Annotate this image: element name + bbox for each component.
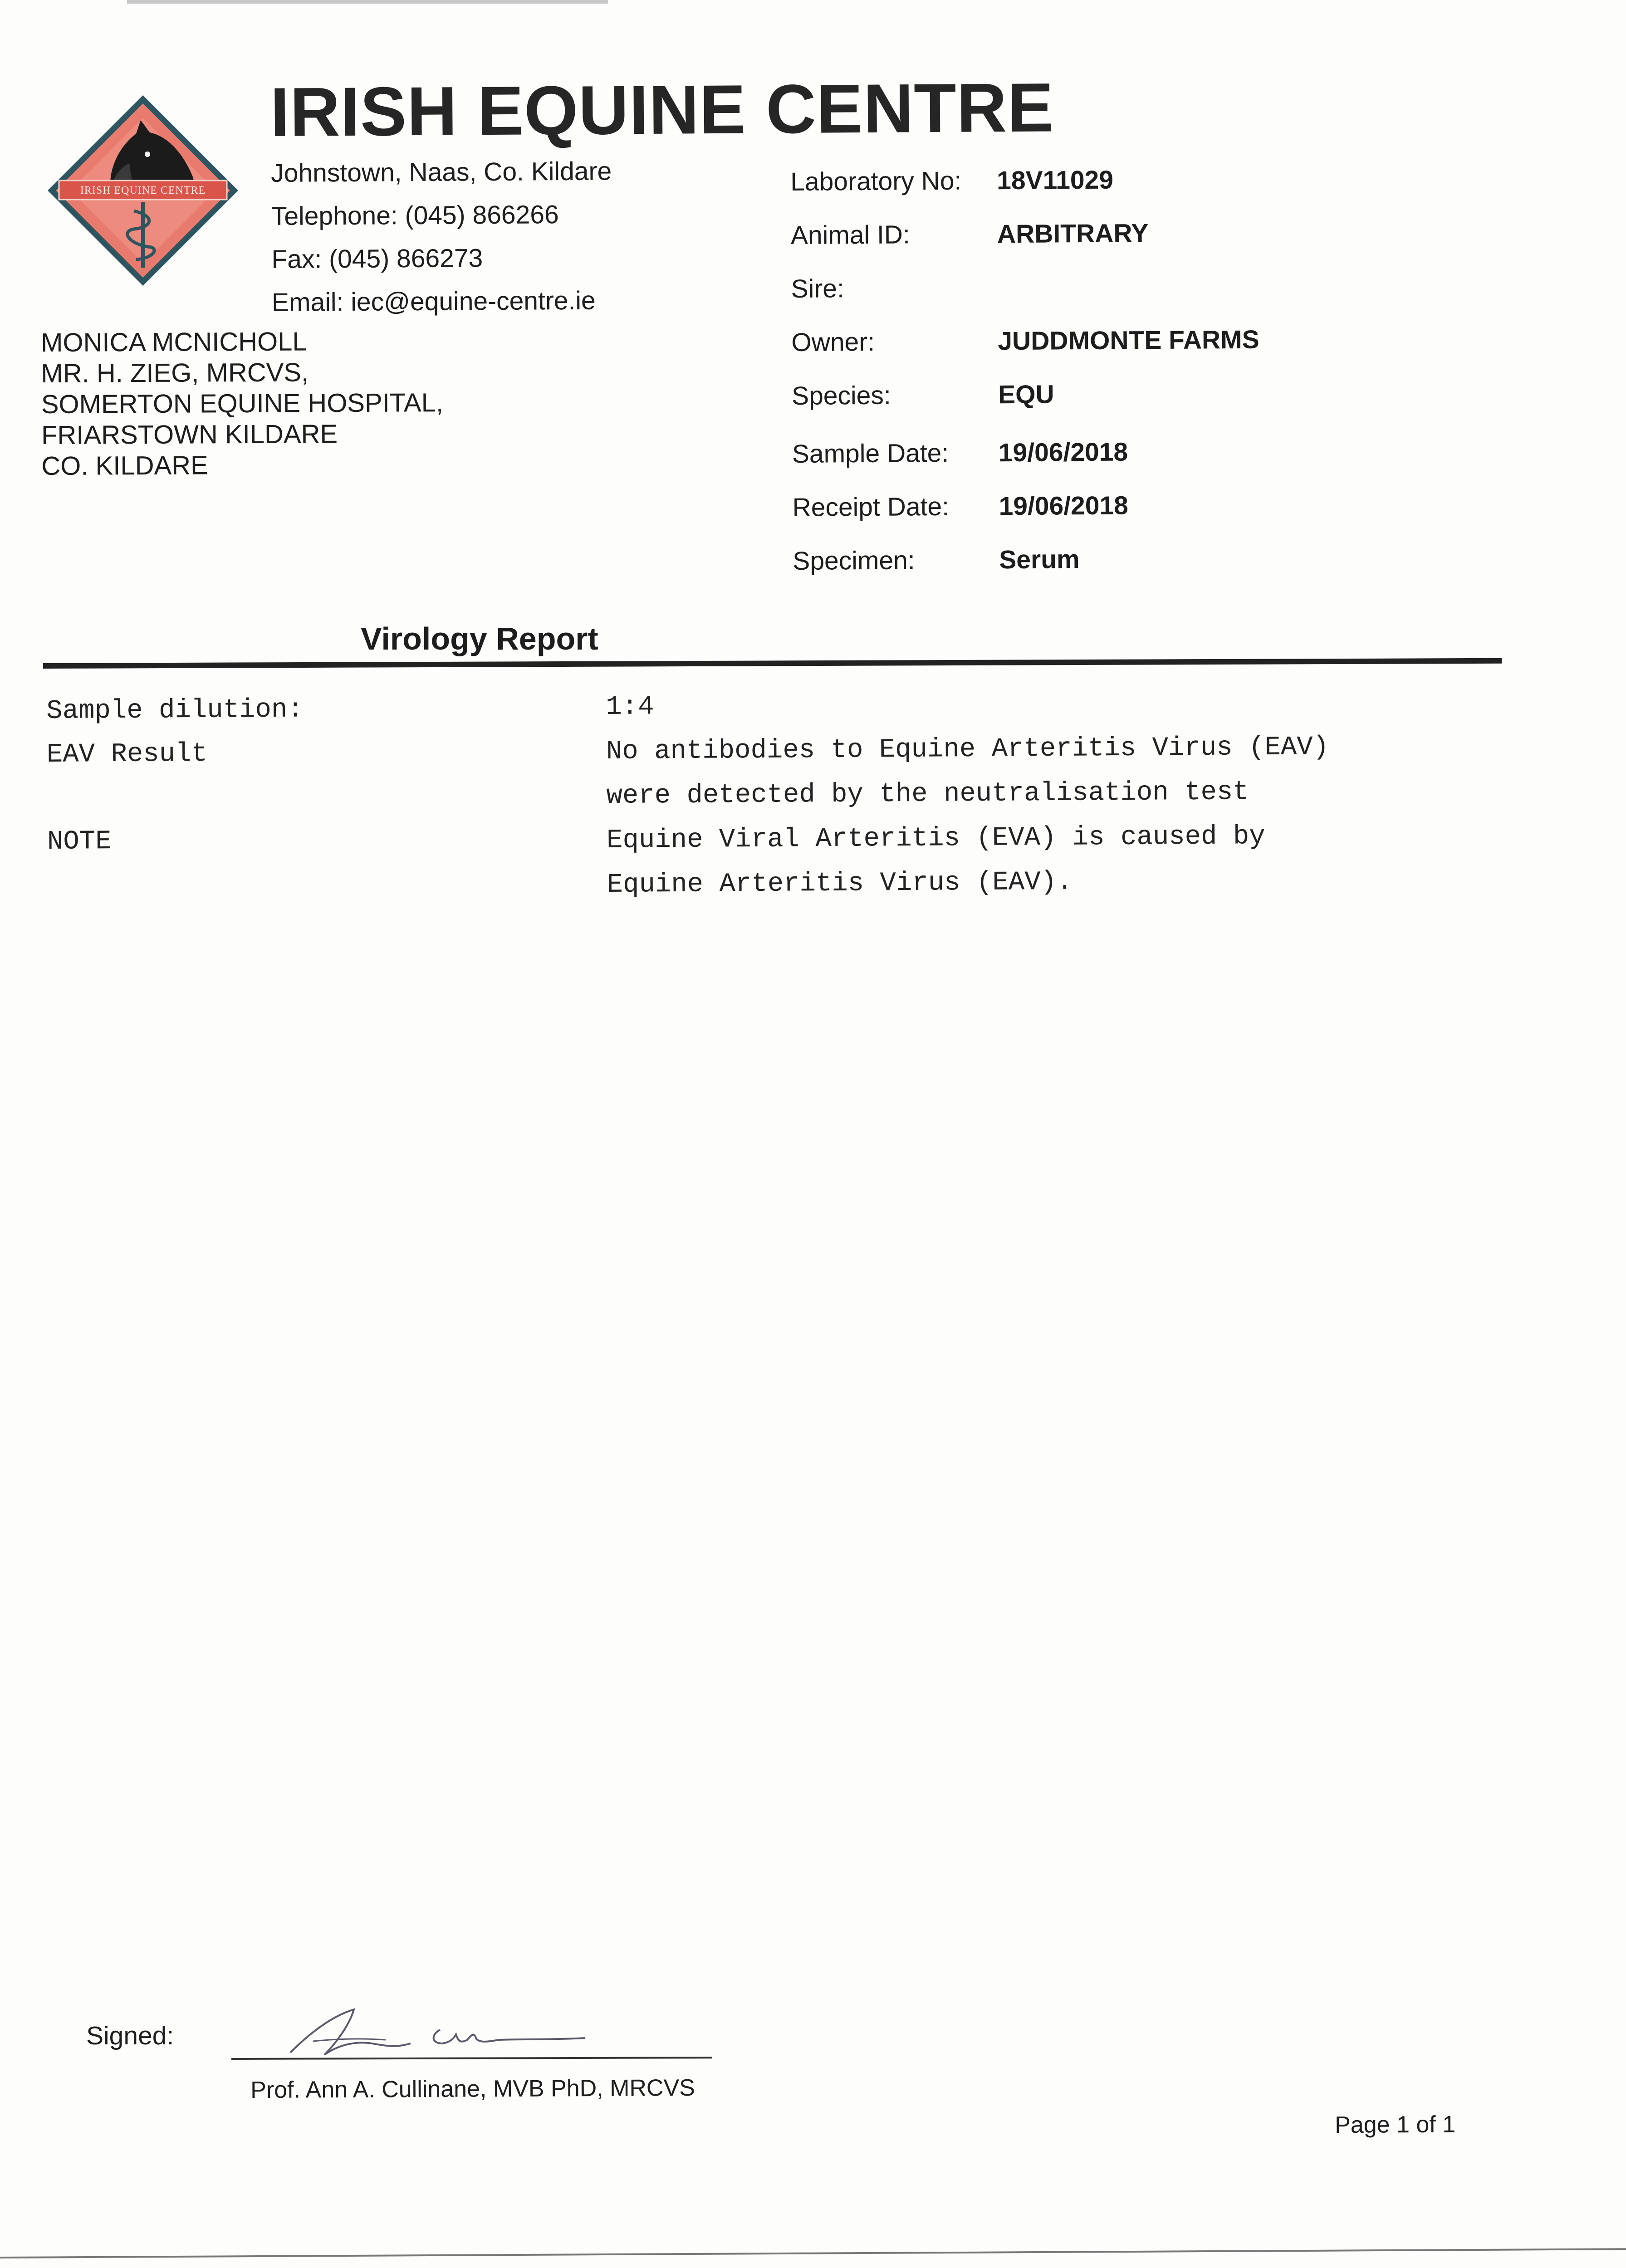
irish-equine-centre-logo — [43, 91, 243, 290]
contact-block — [271, 150, 612, 324]
logo-text: IRISH EQUINE CENTRE — [80, 185, 206, 196]
field-label: Sire: — [791, 274, 845, 303]
recipient-line: SOMERTON EQUINE HOSPITAL, — [41, 388, 444, 419]
report-title: Virology Report — [361, 621, 598, 656]
dilution-label: Sample dilution: — [46, 694, 304, 726]
field-label: Species: — [791, 381, 891, 411]
result-text-line: were detected by the neutralisation test — [606, 777, 1249, 811]
recipient-line: MONICA MCNICHOLL — [41, 327, 307, 357]
owner-field — [791, 325, 1259, 381]
field-value: 18V11029 — [996, 165, 1114, 196]
receipt-date-field — [792, 491, 1129, 546]
email-line: Email: iec@equine-centre.ie — [271, 286, 596, 317]
field-label: Laboratory No: — [790, 166, 962, 196]
laboratory-no-field — [790, 165, 1114, 220]
result-text-line: No antibodies to Equine Arteritis Virus (EAV) — [606, 732, 1329, 767]
signed-label: Signed: — [86, 2021, 174, 2050]
field-label: Specimen: — [793, 546, 915, 576]
header-divider — [43, 658, 1502, 669]
address-line: Johnstown, Naas, Co. Kildare — [271, 156, 612, 188]
field-value: JUDDMONTE FARMS — [998, 325, 1259, 356]
dilution-value: 1:4 — [606, 691, 654, 722]
fax-line: Fax: (045) 866273 — [271, 244, 483, 274]
organization-title: IRISH EQUINE CENTRE — [270, 68, 1054, 151]
telephone-line: Telephone: (045) 866266 — [271, 200, 559, 231]
sample-date-field — [792, 437, 1128, 493]
field-label: Sample Date: — [792, 438, 949, 469]
field-label: Animal ID: — [790, 220, 911, 250]
note-text-line: Equine Viral Arteritis (EVA) is caused by — [606, 821, 1265, 855]
field-value: 19/06/2018 — [999, 491, 1129, 521]
result-values — [606, 680, 1330, 907]
scan-artifact — [127, 0, 608, 4]
field-label: Owner: — [791, 327, 875, 357]
field-value: 19/06/2018 — [998, 437, 1128, 468]
sample-details — [790, 165, 1259, 600]
field-value: EQU — [998, 380, 1054, 410]
page-number: Page 1 of 1 — [1335, 2111, 1456, 2138]
field-value: ARBITRARY — [997, 219, 1149, 249]
recipient-line: CO. KILDARE — [41, 450, 208, 481]
field-value: Serum — [999, 545, 1080, 575]
signer-name: Prof. Ann A. Cullinane, MVB PhD, MRCVS — [250, 2074, 695, 2103]
spacer — [47, 775, 304, 820]
result-label: EAV Result — [46, 738, 208, 770]
page-edge — [0, 2248, 1626, 2258]
note-label: NOTE — [47, 826, 112, 857]
note-text-line: Equine Arteritis Virus (EAV). — [607, 866, 1073, 900]
result-labels — [46, 688, 304, 864]
handwritten-signature — [281, 1998, 644, 2066]
field-label: Receipt Date: — [792, 492, 950, 522]
recipient-line: FRIARSTOWN KILDARE — [41, 419, 338, 450]
recipient-line: MR. H. ZIEG, MRCVS, — [41, 357, 309, 388]
recipient-address — [41, 326, 444, 482]
